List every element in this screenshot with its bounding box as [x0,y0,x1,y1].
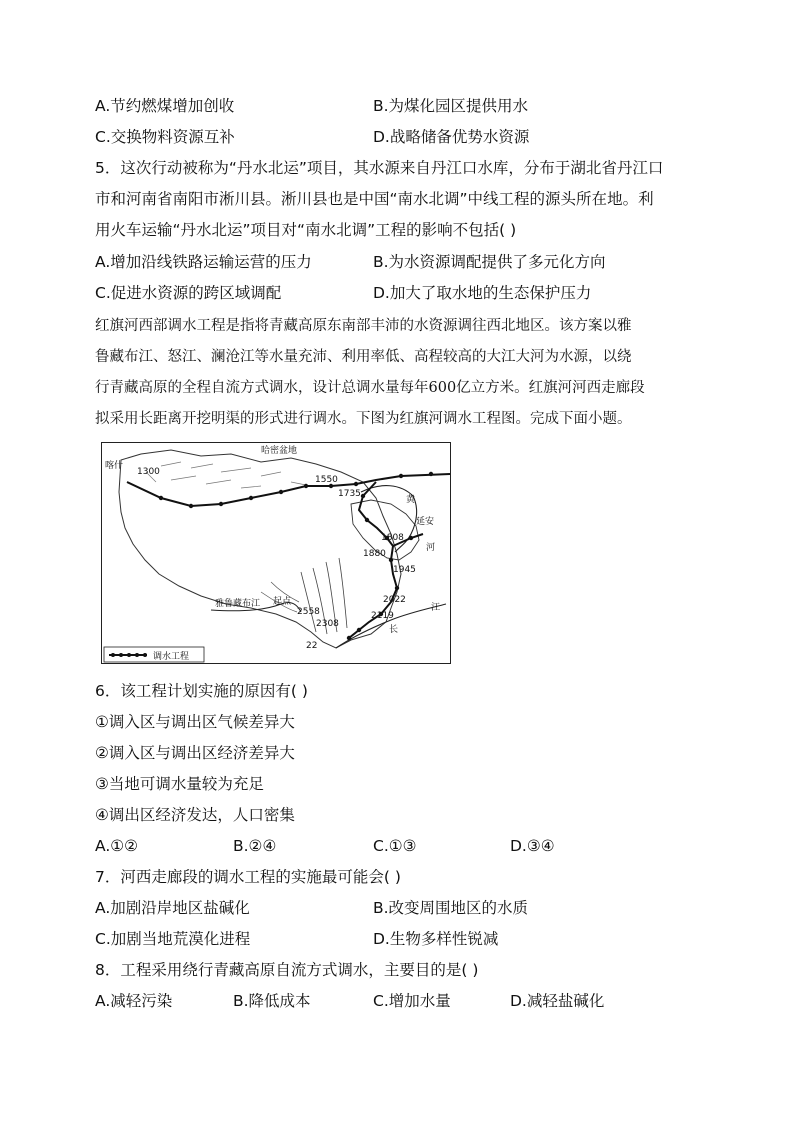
q5-stem-line-3: 用火车运输“丹水北运”项目对“南水北调”工程的影响不包括( ) [95,221,517,239]
q4-option-a: A.节约燃煤增加创收 [95,97,235,115]
q5-option-d: D.加大了取水地的生态保护压力 [373,284,592,302]
q6-stem: 6．该工程计划实施的原因有( ) [95,682,308,700]
legend-label: 调水工程 [153,652,190,662]
elevation-label: 1735 [338,489,361,499]
q6-option-b: B.②④ [233,837,277,855]
q6-item-1: ①调入区与调出区气候差异大 [95,713,295,731]
q8-option-c: C.增加水量 [373,992,451,1010]
label-yanan: 延安 [416,517,435,527]
elevation-label: 1945 [393,565,416,575]
q6-item-4: ④调出区经济发达，人口密集 [95,806,295,824]
q7-option-b: B.改变周围地区的水质 [373,899,529,917]
label-yellow-river-2: 河 [426,543,436,553]
label-yarlung-zangbo: 雅鲁藏布江 [215,599,261,609]
q8-option-d: D.减轻盐碱化 [510,992,605,1010]
q8-option-b: B.降低成本 [233,992,311,1010]
elevation-label: 1550 [315,475,338,485]
q7-option-a: A.加剧沿岸地区盐碱化 [95,899,250,917]
q6-option-a: A.①② [95,837,139,855]
label-hami-basin: 哈密盆地 [261,446,298,456]
q5-option-a: A.增加沿线铁路运输运营的压力 [95,253,312,271]
q6-item-2: ②调入区与调出区经济差异大 [95,744,295,762]
elevation-label: 2022 [383,595,406,605]
q5-option-c: C.促进水资源的跨区域调配 [95,284,282,302]
q6-option-c: C.①③ [373,837,417,855]
q4-option-c: C.交换物料资源互补 [95,128,235,146]
elevation-label: 1808 [381,533,404,543]
elevation-label: 2558 [297,607,320,617]
q4-option-b: B.为煤化园区提供用水 [373,97,529,115]
label-yangtze-2: 江 [431,603,441,613]
q6-option-d: D.③④ [510,837,555,855]
label-kashgar: 喀什 [105,461,124,471]
elevation-label: 2119 [371,611,394,621]
passage-line-1: 红旗河西部调水工程是指将青藏高原东南部丰沛的水资源调往西北地区。该方案以雅 [95,318,632,334]
passage-line-2: 鲁藏布江、怒江、澜沧江等水量充沛、利用率低、高程较高的大江大河为水源，以绕 [95,349,632,365]
q6-item-3: ③当地可调水量较为充足 [95,775,264,793]
q5-option-b: B.为水资源调配提供了多元化方向 [373,253,606,271]
elevation-label: 2308 [316,619,339,629]
q8-stem: 8．工程采用绕行青藏高原自流方式调水，主要目的是( ) [95,961,479,979]
map-svg [101,442,451,664]
elevation-label: 22 [306,641,318,651]
label-yangtze-1: 长 [389,625,399,635]
q5-stem-line-1: 5．这次行动被称为“丹水北运”项目，其水源来自丹江口水库，分布于湖北省丹江口 [95,159,664,177]
passage-line-4: 拟采用长距离开挖明渠的形式进行调水。下图为红旗河调水工程图。完成下面小题。 [95,411,632,427]
elevation-label: 1880 [363,549,386,559]
water-diversion-map [101,442,451,664]
q7-option-c: C.加剧当地荒漠化进程 [95,930,251,948]
passage-line-3: 行青藏高原的全程自流方式调水，设计总调水量每年600亿立方米。红旗河河西走廊段 [95,380,645,396]
q7-stem: 7．河西走廊段的调水工程的实施最可能会( ) [95,868,401,886]
q4-option-d: D.战略储备优势水资源 [373,128,530,146]
q5-stem-line-2: 市和河南省南阳市淅川县。淅川县也是中国“南水北调”中线工程的源头所在地。利 [95,190,654,208]
label-yellow-river-1: 黄 [406,495,416,505]
label-start-point: 起点 [273,597,292,607]
q8-option-a: A.减轻污染 [95,992,173,1010]
q7-option-d: D.生物多样性锐减 [373,930,499,948]
elevation-label: 1300 [137,467,160,477]
